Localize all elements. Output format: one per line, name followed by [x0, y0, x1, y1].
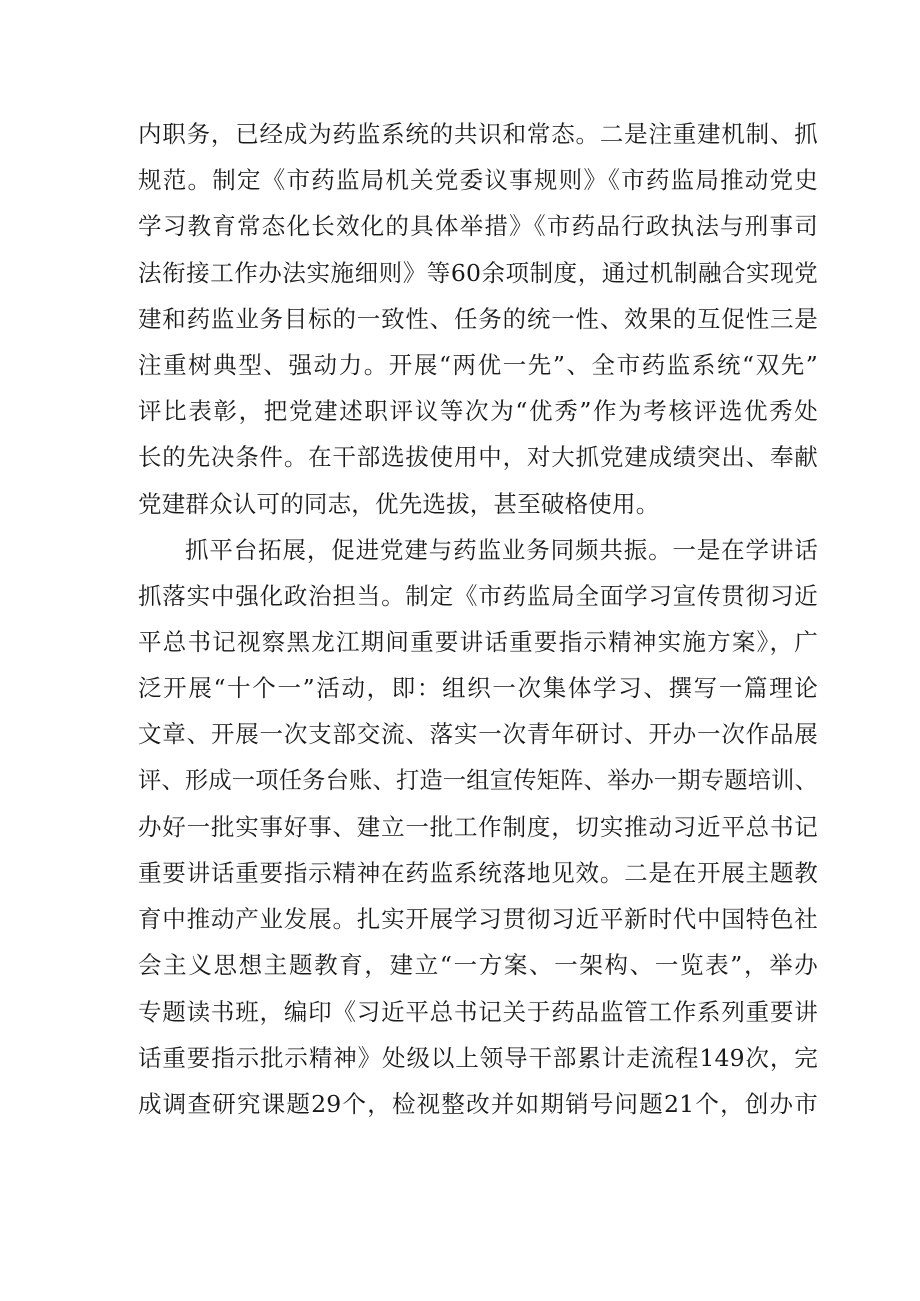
text-line: 育中推动产业发展。扎实开展学习贯彻习近平新时代中国特色社	[138, 905, 818, 934]
text-line: 评、形成一项任务台账、打造一组宣传矩阵、举办一期专题培训、	[138, 766, 819, 794]
text-line: 成调查研究课题29个，检视整改并如期销号问题21个，创办市	[138, 1089, 818, 1118]
text-line: 泛开展“十个一”活动，即：组织一次集体学习、撰写一篇理论	[138, 674, 818, 703]
text-line: 文章、开展一次支部交流、落实一次青年研讨、开办一次作品展	[138, 720, 818, 749]
text-line: 长的先决条件。在干部选拔使用中，对大抓党建成绩突出、奉献	[138, 443, 818, 472]
text-line: 会主义思想主题教育，建立“一方案、一架构、一览表”，举办	[138, 951, 818, 980]
text-line: 注重树典型、强动力。开展“两优一先”、全市药监系统“双先”	[138, 350, 818, 379]
text-line: 话重要指示批示精神》处级以上领导干部累计走流程149次，完	[138, 1043, 818, 1072]
text-line: 平总书记视察黑龙江期间重要讲话重要指示精神实施方案》，广	[138, 628, 818, 657]
body-text	[138, 111, 818, 1127]
text-line: 内职务，已经成为药监系统的共识和常态。二是注重建机制、抓	[138, 120, 818, 148]
paragraph-2	[138, 527, 818, 1127]
text-line: 规范。制定《市药监局机关党委议事规则》《市药监局推动党史	[138, 166, 818, 195]
text-line: 专题读书班，编印《习近平总书记关于药品监管工作系列重要讲	[138, 997, 818, 1026]
text-line: 法衔接工作办法实施细则》等60余项制度，通过机制融合实现党	[138, 258, 818, 287]
text-line: 评比表彰，把党建述职评议等次为“优秀”作为考核评选优秀处	[138, 397, 818, 426]
text-line: 重要讲话重要指示精神在药监系统落地见效。二是在开展主题教	[138, 859, 818, 887]
text-line: 抓平台拓展，促进党建与药监业务同频共振。一是在学讲话	[185, 535, 818, 564]
text-line: 抓落实中强化政治担当。制定《市药监局全面学习宣传贯彻习近	[138, 581, 818, 610]
text-line: 建和药监业务目标的一致性、任务的统一性、效果的互促性三是	[138, 304, 818, 333]
text-line: 党建群众认可的同志，优先选拔，甚至破格使用。	[138, 489, 660, 518]
text-line: 学习教育常态化长效化的具体举措》《市药品行政执法与刑事司	[138, 212, 818, 241]
text-line: 办好一批实事好事、建立一批工作制度，切实推动习近平总书记	[138, 812, 818, 841]
paragraph-1	[138, 111, 818, 527]
